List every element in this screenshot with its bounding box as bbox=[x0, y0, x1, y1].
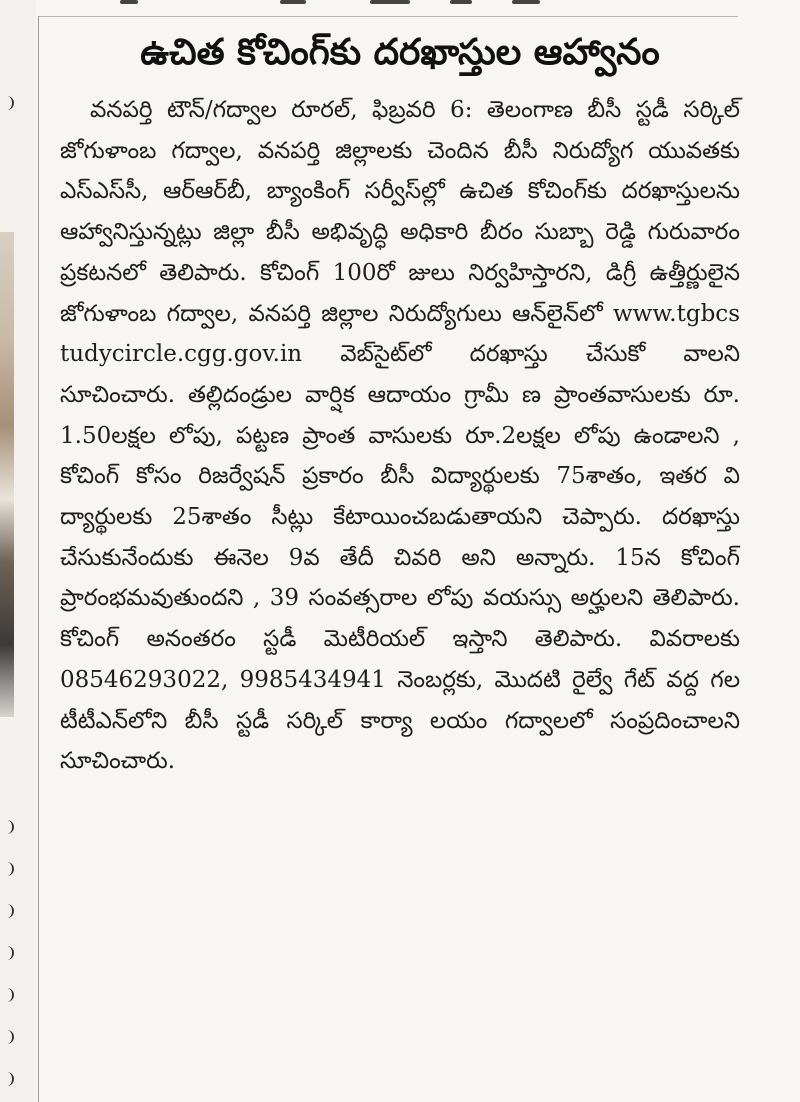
adjacent-glyph-fragment bbox=[0, 988, 14, 1002]
news-article bbox=[60, 26, 740, 782]
adjacent-photo-edge bbox=[0, 232, 14, 717]
adjacent-glyph-fragment bbox=[0, 904, 14, 918]
adjacent-glyph-fragment bbox=[0, 1030, 14, 1044]
adjacent-column-fragment bbox=[0, 0, 36, 1102]
column-divider bbox=[38, 16, 39, 1102]
article-body: వనపర్తి టౌన్/గద్వాల రూరల్, ఫిబ్రవరి 6: తెలంగాణ బీసీ స్టడీ సర్కిల్ జోగుళాంబ గద్వాల, వనపర్తి జిల్లాలకు చెందిన బీసీ నిరుద్యోగ యువతకు ఎస్‌ఎస్‌సీ, ఆర్‌ఆర్‌బీ, బ్యాంకింగ్ సర్వీస్‌ల్లో ఉచిత కోచింగ్‌కు దరఖాస్తులను ఆహ్వానిస్తున్నట్లు జిల్లా బీసీ అభివృద్ధి అధికారి బీరం సుబ్బా రెడ్డి గురువారం ప్రకటనలో తెలిపారు. కోచింగ్ 100రో జులు నిర్వహిస్తారని, డిగ్రీ ఉత్తీర్ణులైన జోగుళాంబ గద్వాల, వనపర్తి జిల్లాల నిరుద్యోగులు ఆన్‌లైన్‌లో www.tgbcs tudycircle.cgg.gov.in వెబ్‌సైట్‌లో దరఖాస్తు చేసుకో వాలని సూచించారు. తల్లిదండ్రుల వార్షిక ఆదాయం గ్రామీ ణ ప్రాంతవాసులకు రూ. 1.50లక్షల లోపు, పట్టణ ప్రాంత వాసులకు రూ.2లక్షల లోపు ఉండాలని , కోచింగ్ కోసం రిజర్వేషన్ ప్రకారం బీసీ విద్యార్థులకు 75శాతం, ఇతర వి ద్యార్థులకు 25శాతం సీట్లు కేటాయించబడుతాయని చెప్పారు. దరఖాస్తు చేసుకునేందుకు ఈనెల 9వ తేదీ చివరి అని అన్నారు. 15న కోచింగ్ ప్రారంభమవుతుందని , 39 సంవత్సరాల లోపు వయస్సు అర్హులని తెలిపారు. కోచింగ్ అనంతరం స్టడీ మెటీరియల్ ఇస్తాని తెలిపారు. వివరాలకు 08546293022, 9985434941 నెంబర్లకు, మొదటి రైల్వే గేట్ వద్ద గల టీటీఎన్‌లోని బీసీ స్టడీ సర్కిల్ కార్యా లయం గద్వాలలో సంప్రదించాలని సూచించారు. bbox=[60, 97, 740, 775]
adjacent-glyph-fragment bbox=[0, 1072, 14, 1086]
adjacent-glyph-fragment bbox=[0, 96, 14, 110]
adjacent-glyph-fragment bbox=[0, 946, 14, 960]
column-top-rule bbox=[38, 16, 738, 17]
adjacent-glyph-fragment bbox=[0, 820, 14, 834]
clipped-text-above bbox=[120, 0, 540, 8]
article-headline: ఉచిత కోచింగ్‌కు దరఖాస్తుల ఆహ్వానం bbox=[140, 32, 660, 73]
adjacent-glyph-fragment bbox=[0, 862, 14, 876]
